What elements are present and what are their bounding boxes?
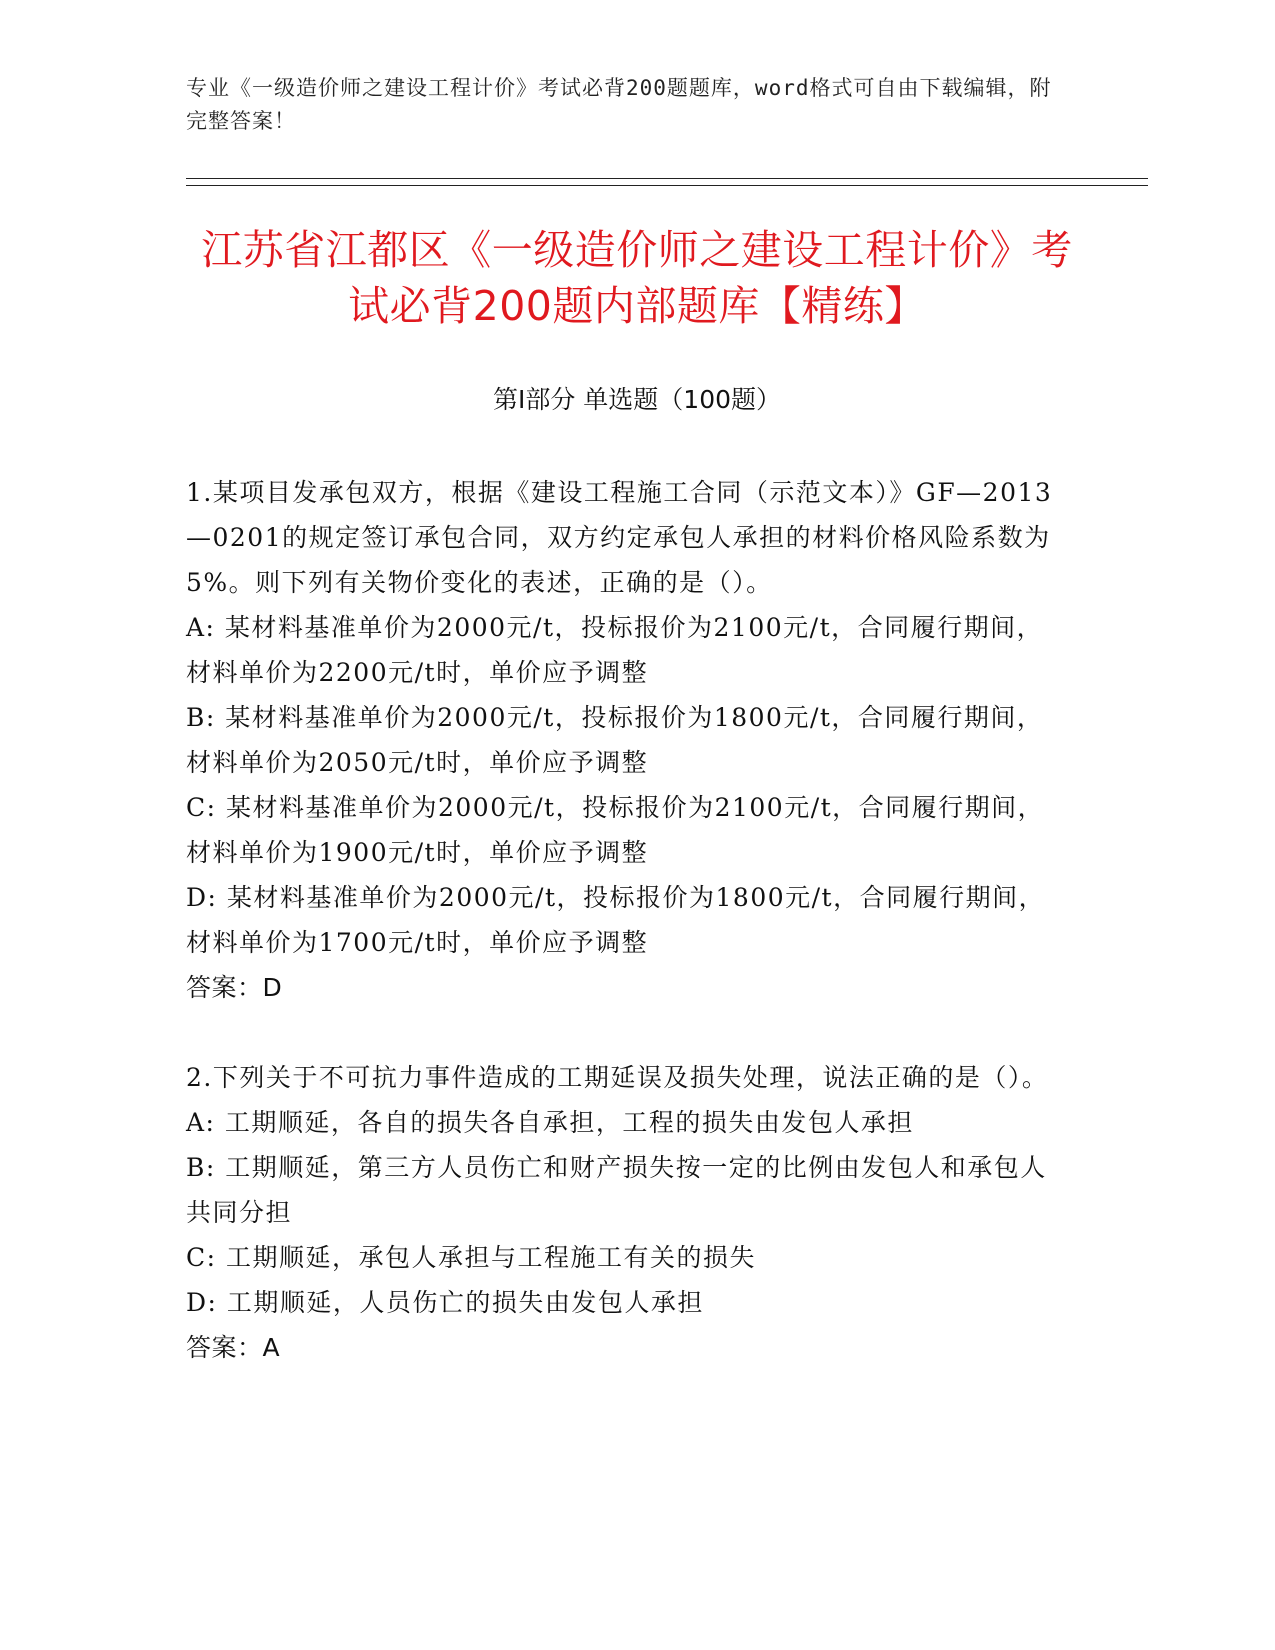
header-divider-top: [186, 178, 1148, 179]
option-a: A: 工期顺延，各自的损失各自承担，工程的损失由发包人承担: [186, 1108, 914, 1137]
question-list: [186, 470, 1066, 1415]
question-stem: 1.某项目发承包双方，根据《建设工程施工合同（示范文本）》GF—2013—0201的规定签订承包合同，双方约定承包人承担的材料价格风险系数为5%。则下列有关物价变化的表述，正确的是（）。: [186, 478, 1053, 597]
header-divider-bottom: [186, 185, 1148, 186]
option-b: B: 工期顺延，第三方人员伤亡和财产损失按一定的比例由发包人和承包人共同分担: [186, 1153, 1047, 1227]
section-title: 第Ⅰ部分 单选题（100题）: [492, 385, 782, 414]
option-a: A: 某材料基准单价为2000元/t，投标报价为2100元/t，合同履行期间，材料单价为2200元/t时，单价应予调整: [186, 613, 1044, 687]
answer: 答案：A: [186, 1333, 281, 1362]
header-note: 专业《一级造价师之建设工程计价》考试必背200题题库，word格式可自由下载编辑，附完整答案！: [186, 76, 1052, 133]
option-c: C: 某材料基准单价为2000元/t，投标报价为2100元/t，合同履行期间，材料单价为1900元/t时，单价应予调整: [186, 793, 1045, 867]
option-c: C: 工期顺延，承包人承担与工程施工有关的损失: [186, 1243, 756, 1272]
question-2: [186, 1055, 1066, 1370]
question-1: [186, 470, 1066, 1010]
option-d: D: 工期顺延，人员伤亡的损失由发包人承担: [186, 1288, 704, 1317]
option-d: D: 某材料基准单价为2000元/t，投标报价为1800元/t，合同履行期间，材料单价为1700元/t时，单价应予调整: [186, 883, 1046, 957]
document-title: 江苏省江都区《一级造价师之建设工程计价》考试必背200题内部题库【精练】: [201, 226, 1073, 330]
question-stem: 2.下列关于不可抗力事件造成的工期延误及损失处理，说法正确的是（）。: [186, 1063, 1049, 1092]
option-b: B: 某材料基准单价为2000元/t，投标报价为1800元/t，合同履行期间，材料单价为2050元/t时，单价应予调整: [186, 703, 1044, 777]
answer: 答案：D: [186, 973, 283, 1002]
